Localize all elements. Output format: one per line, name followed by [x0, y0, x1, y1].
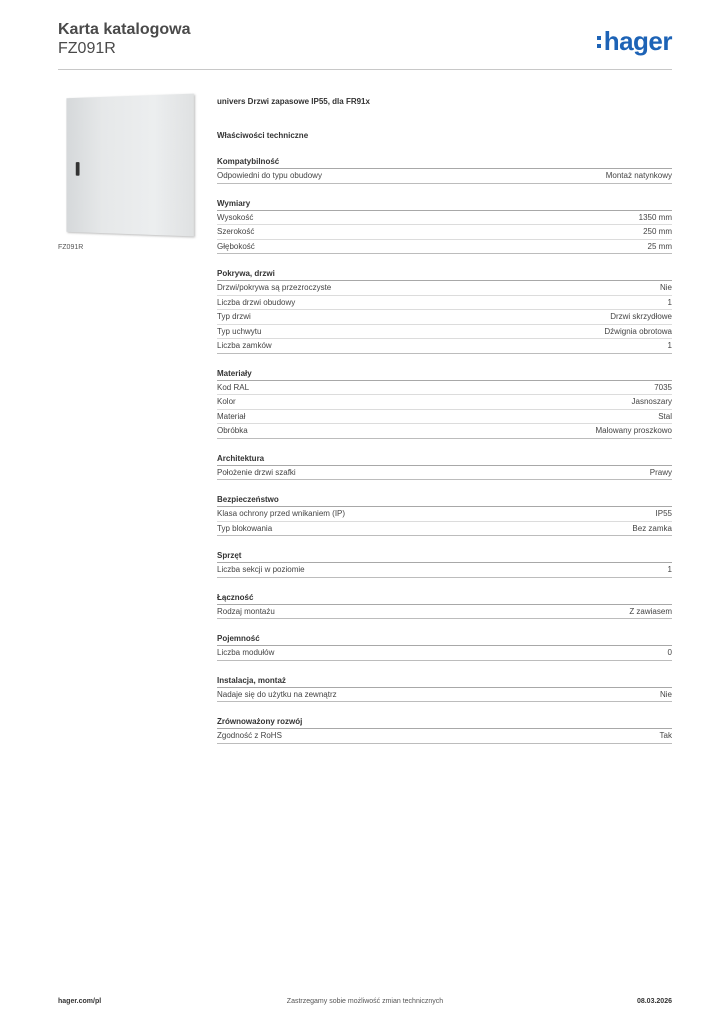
spec-label: Kod RAL	[217, 382, 250, 392]
section-title: Zrównoważony rozwój	[217, 716, 672, 729]
spec-label: Liczba sekcji w poziomie	[217, 565, 305, 574]
spec-row	[217, 563, 672, 578]
section-title: Bezpieczeństwo	[217, 494, 672, 507]
spec-row	[217, 424, 672, 439]
section-title: Wymiary	[217, 198, 672, 211]
spec-row	[217, 281, 672, 296]
spec-section	[217, 633, 672, 661]
spec-value: Drzwi skrzydłowe	[610, 312, 672, 321]
spec-value: Nie	[659, 283, 672, 292]
spec-row	[217, 646, 672, 661]
spec-section	[217, 592, 672, 620]
section-title: Kompatybilność	[217, 156, 672, 169]
spec-label: Klasa ochrony przed wnikaniem (IP)	[217, 509, 346, 518]
door-panel-image	[66, 94, 193, 237]
spec-label: Drzwi/pokrywa są przezroczyste	[217, 283, 332, 292]
spec-label: Kolor	[217, 397, 236, 406]
spec-row	[217, 395, 672, 410]
spec-section	[217, 156, 672, 184]
spec-label: Typ drzwi	[217, 312, 251, 321]
spec-content	[217, 96, 672, 744]
spec-row	[217, 688, 672, 703]
spec-row	[217, 325, 672, 340]
spec-section	[217, 453, 672, 481]
spec-label: Typ blokowania	[217, 523, 273, 533]
spec-row	[217, 507, 672, 522]
spec-value: 1	[667, 297, 672, 307]
spec-value: 7035	[654, 382, 672, 392]
spec-label: Obróbka	[217, 426, 248, 435]
spec-section	[217, 198, 672, 255]
spec-row	[217, 169, 672, 184]
spec-label: Głębokość	[217, 241, 255, 251]
section-title: Łączność	[217, 592, 672, 605]
tech-properties-heading: Właściwości techniczne	[217, 131, 309, 140]
product-image	[58, 90, 202, 240]
spec-value: 1350 mm	[638, 212, 672, 222]
section-title: Pokrywa, drzwi	[217, 268, 672, 281]
section-title: Instalacja, montaż	[217, 675, 672, 688]
spec-row	[217, 296, 672, 311]
header-divider	[58, 69, 672, 70]
spec-label: Odpowiedni do typu obudowy	[217, 171, 322, 180]
section-title: Sprzęt	[217, 550, 672, 563]
door-handle-icon	[76, 162, 80, 176]
spec-row	[217, 240, 672, 255]
spec-section	[217, 716, 672, 744]
spec-label: Liczba zamków	[217, 341, 272, 350]
spec-value: 1	[667, 565, 672, 574]
spec-row	[217, 310, 672, 325]
spec-value: IP55	[655, 509, 672, 518]
spec-section	[217, 268, 672, 354]
spec-section	[217, 368, 672, 439]
spec-section	[217, 494, 672, 536]
spec-value: Prawy	[649, 467, 672, 477]
spec-value: Nie	[659, 689, 672, 699]
spec-section	[217, 675, 672, 703]
footer-notice: Zastrzegamy sobie możliwość zmian technicznych	[286, 998, 444, 1005]
spec-value: Jasnoszary	[631, 397, 672, 406]
spec-value: Tak	[659, 731, 672, 740]
product-code: FZ091R	[58, 40, 116, 57]
hager-logo	[597, 26, 672, 57]
product-image-caption: FZ091R	[58, 244, 84, 251]
spec-row	[217, 729, 672, 744]
spec-label: Nadaje się do użytku na zewnątrz	[217, 689, 337, 699]
spec-row	[217, 410, 672, 425]
spec-row	[217, 381, 672, 396]
section-title: Architektura	[217, 453, 672, 466]
logo-text: hager	[603, 26, 672, 56]
spec-row	[217, 466, 672, 481]
spec-row	[217, 339, 672, 354]
logo-dots-icon	[597, 36, 601, 48]
document-header	[58, 20, 672, 58]
spec-label: Liczba drzwi obudowy	[217, 297, 296, 307]
spec-value: 1	[667, 341, 672, 350]
product-description: univers Drzwi zapasowe IP55, dla FR91x	[217, 97, 370, 106]
spec-value: Montaż natynkowy	[605, 171, 672, 180]
spec-label: Typ uchwytu	[217, 326, 262, 336]
spec-value: Malowany proszkowo	[595, 426, 672, 435]
spec-label: Wysokość	[217, 212, 254, 222]
spec-label: Rodzaj montażu	[217, 606, 275, 616]
spec-value: Stal	[658, 411, 672, 421]
spec-row	[217, 522, 672, 537]
spec-value: 0	[667, 648, 672, 657]
spec-value: 25 mm	[647, 241, 672, 251]
spec-row	[217, 211, 672, 226]
spec-label: Liczba modułów	[217, 648, 275, 657]
spec-label: Zgodność z RoHS	[217, 731, 282, 740]
spec-section	[217, 550, 672, 578]
footer-website[interactable]: hager.com/pl	[58, 998, 102, 1005]
spec-row	[217, 225, 672, 240]
spec-sections	[217, 156, 672, 744]
spec-value: 250 mm	[643, 227, 672, 236]
section-title: Materiały	[217, 368, 672, 381]
spec-value: Dźwignia obrotowa	[604, 326, 672, 336]
spec-value: Z zawiasem	[629, 606, 672, 616]
spec-label: Materiał	[217, 411, 246, 421]
footer-date: 08.03.2026	[636, 998, 672, 1005]
spec-row	[217, 605, 672, 620]
section-title: Pojemność	[217, 633, 672, 646]
spec-label: Położenie drzwi szafki	[217, 467, 296, 477]
document-title: Karta katalogowa	[58, 21, 191, 38]
spec-value: Bez zamka	[632, 523, 672, 533]
spec-label: Szerokość	[217, 227, 255, 236]
